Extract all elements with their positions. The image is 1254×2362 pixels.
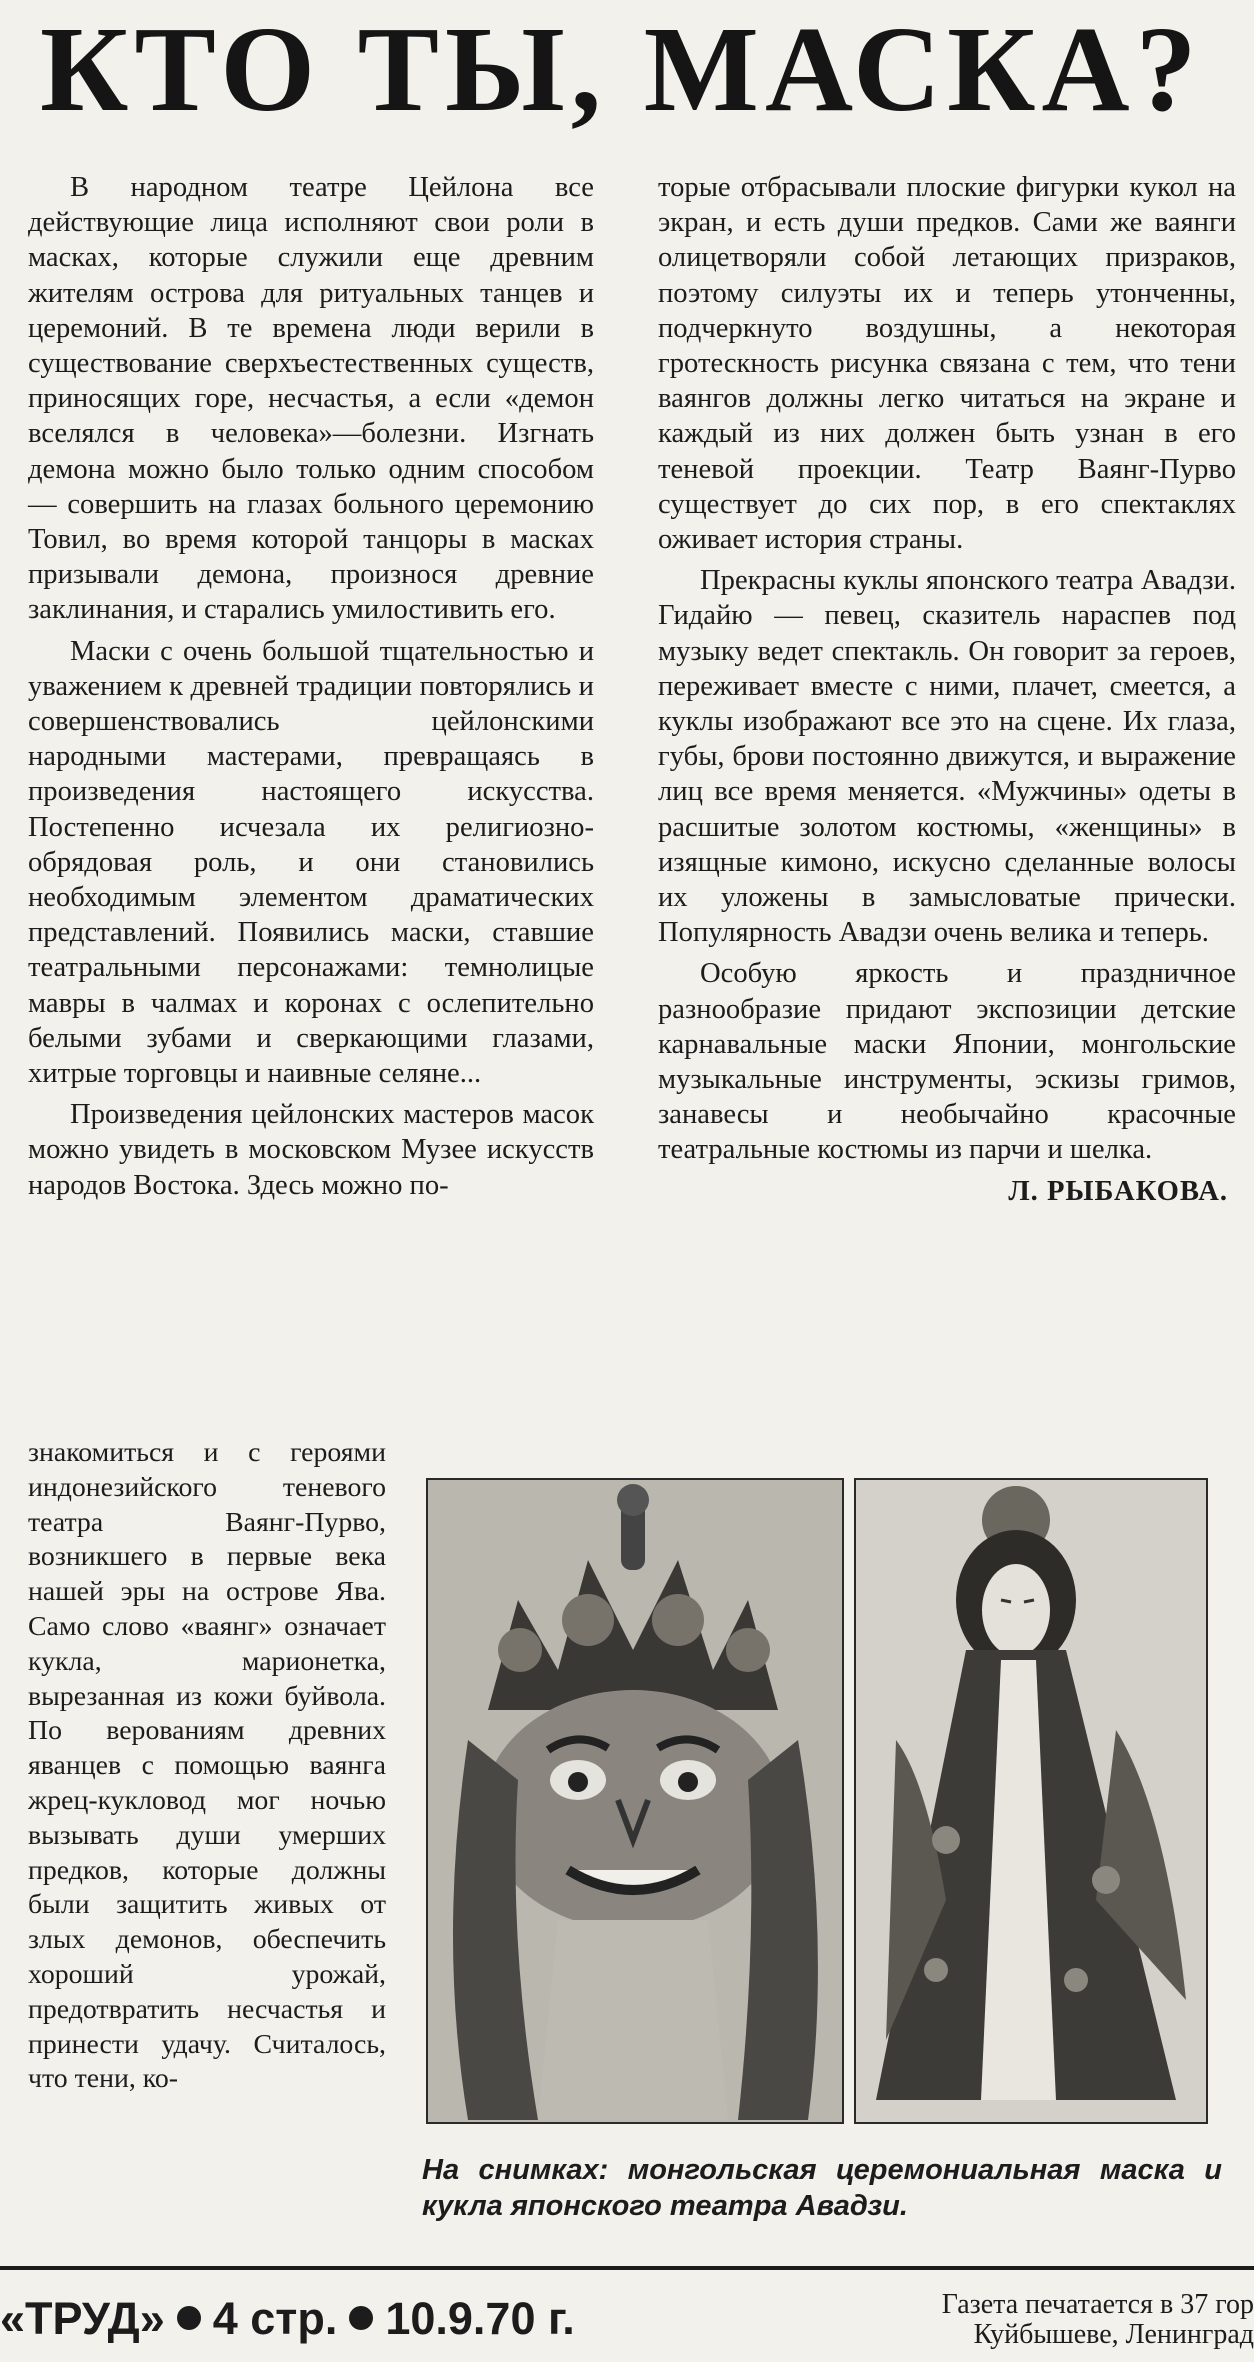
photo-mongolian-mask [426, 1478, 844, 2124]
paragraph: Произведения цейлонских мастеров масок можно увидеть в московском Музее искусств народов Востока. Здесь можно по- [28, 1099, 594, 1201]
article-column-left [28, 170, 594, 1203]
issue-date: 10.9.70 г. [385, 2293, 575, 2344]
footer-masthead [0, 2284, 575, 2354]
newspaper-name: «ТРУД» [0, 2293, 165, 2344]
article-column-right [658, 170, 1236, 1209]
paragraph: Особую яркость и праздничное разнообразие придают экспозиции детские карнавальные маски Японии, монгольские музыкальные инструменты, эскизы гримов, занавесы и необычайно красочные театральные костюмы из парчи и шелка. [658, 958, 1236, 1166]
paragraph: знакомиться и с героями индонезийского теневого театра Ваянг-Пурво, возникшего в первые века нашей эры на острове Ява. Само слово «ваянг» означает кукла, марионетка, вырезанная из кожи буйвола. По верованиям древних яванцев с помощью ваянга жрец-кукловод мог ночью вызывать души умерших предков, которые должны были защитить живых от злых демонов, обеспечить хороший урожай, предотвратить несчастья и принести удачу. Считалось, что тени, ко- [28, 1437, 386, 2095]
bullet-icon [177, 2306, 201, 2330]
page-number: 4 стр. [212, 2293, 338, 2344]
bullet-icon [349, 2306, 373, 2330]
footer-rule [0, 2266, 1254, 2270]
paragraph: Прекрасны куклы японского театра Авадзи. Гидайю — певец, сказитель нараспев под музыку ведет спектакль. Он говорит за героев, переживает вместе с ними, плачет, смеется, а куклы изображают все это на сцене. Их глаза, губы, брови постоянно движутся, и выражение лиц все время меняется. «Мужчины» одеты в расшитые золотом костюмы, «женщины» в изящные кимоно, искусно сделанные волосы их уложены в замысловатые прически. Популярность Авадзи очень велика и теперь. [658, 565, 1236, 949]
doll-icon [856, 1480, 1206, 2122]
photo-japanese-doll [854, 1478, 1208, 2124]
footer-note-line: Газета печатается в 37 гор [941, 2290, 1254, 2320]
photo-caption: На снимках: монгольская церемониальная маска и кукла японского театра Авадзи. [422, 2154, 1222, 2222]
footer-print-note [800, 2290, 1254, 2350]
footer-note-line: Куйбышеве, Ленинград [973, 2319, 1254, 2350]
headline: КТО ТЫ, МАСКА? [40, 2, 1203, 137]
paragraph: торые отбрасывали плоские фигурки кукол на экран, и есть души предков. Сами же ваянги олицетворяли собой летающих призраков, поэтому силуэты их и теперь утонченны, подчеркнуто воздушны, а некоторая гротескность рисунка связана с тем, что тени ваянгов должны легко читаться на экране и каждый из них должен быть узнан в его теневой проекции. Театр Ваянг-Пурво существует до сих пор, в его спектаклях оживает история страны. [658, 172, 1236, 556]
author-signature: Л. РЫБАКОВА. [1008, 1175, 1228, 1207]
article-column-left-narrow [28, 1436, 386, 2097]
paragraph: В народном театре Цейлона все действующие лица исполняют свои роли в масках, которые служили еще древним жителям острова для ритуальных танцев и церемоний. В те времена люди верили в существование сверхъестественных существ, приносящих горе, несчастья, а если «демон вселялся в человека»—болезни. Изгнать демона можно было только одним способом — совершить на глазах больного церемонию Товил, во время которой танцоры в масках призывали демона, произнося древние заклинания, и старались умилостивить его. [28, 172, 594, 626]
mask-icon [428, 1480, 842, 2122]
paragraph: Маски с очень большой тщательностью и уважением к древней традиции повторялись и совершенствовались цейлонскими народными мастерами, превращаясь в произведения настоящего искусства. Постепенно исчезала их религиозно-обрядовая роль, и они становились необходимым элементом драматических представлений. Появились маски, ставшие театральными персонажами: темнолицые мавры в чалмах и коронах с ослепительно белыми зубами и сверкающими глазами, хитрые торговцы и наивные селяне... [28, 635, 594, 1090]
